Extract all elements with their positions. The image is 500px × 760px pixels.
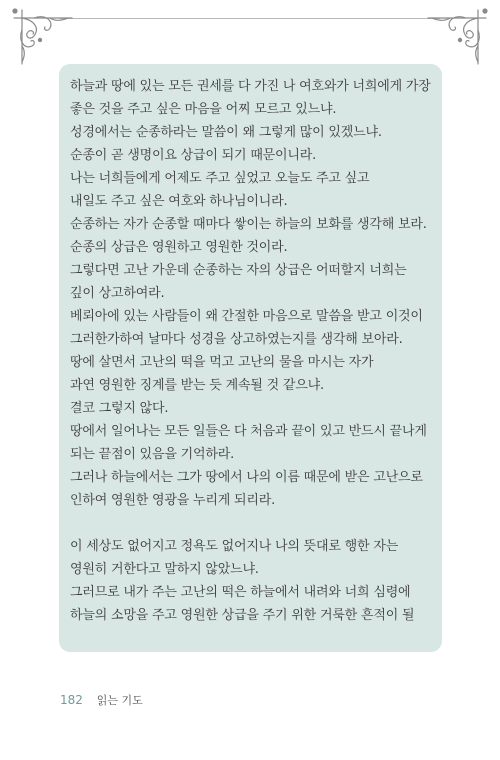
body-line: 깊이 상고하여라. <box>70 286 165 301</box>
body-line: 내일도 주고 싶은 여호와 하나님이니라. <box>70 194 288 209</box>
body-line: 그러한가하여 날마다 성경을 상고하였는지를 생각해 보아라. <box>70 332 403 347</box>
body-line: 그러나 하늘에서는 그가 땅에서 나의 이름 때문에 받은 고난으로 <box>70 470 423 485</box>
body-line: 결코 그렇지 않다. <box>70 401 169 416</box>
body-line: 하늘의 소망을 주고 영원한 상급을 주기 위한 거룩한 흔적이 될 <box>70 608 415 623</box>
scripture-text-box <box>59 64 442 652</box>
body-line: 과연 영원한 징계를 받는 듯 계속될 것 같으냐. <box>70 378 324 393</box>
body-line: 땅에 살면서 고난의 떡을 먹고 고난의 물을 마시는 자가 <box>70 355 374 370</box>
chapter-title: 읽는 기도 <box>96 694 143 707</box>
body-line: 나는 너희들에게 어제도 주고 싶었고 오늘도 주고 싶고 <box>70 171 370 186</box>
body-line: 베뢰아에 있는 사람들이 왜 간절한 마음으로 말씀을 받고 이것이 <box>70 309 423 324</box>
body-line: 하늘과 땅에 있는 모든 권세를 다 가진 나 여호와가 너희에게 가장 <box>70 79 431 94</box>
flourish-ornament-icon <box>10 6 76 66</box>
body-line: 성경에서는 순종하라는 말씀이 왜 그렇게 많이 있겠느냐. <box>70 125 382 140</box>
flourish-ornament-icon <box>424 6 490 66</box>
page-footer <box>60 692 143 708</box>
body-line: 그렇다면 고난 가운데 순종하는 자의 상급은 어떠할지 너희는 <box>70 263 407 278</box>
top-border-rule <box>60 18 440 19</box>
body-line: 인하여 영원한 영광을 누리게 되리라. <box>70 493 276 508</box>
body-line: 땅에서 일어나는 모든 일들은 다 처음과 끝이 있고 반드시 끝나게 <box>70 424 427 439</box>
body-line: 이 세상도 없어지고 정욕도 없어지나 나의 뜻대로 행한 자는 <box>70 539 399 554</box>
page-number: 182 <box>60 693 83 707</box>
body-line: 영원히 거한다고 말하지 않았느냐. <box>70 562 259 577</box>
body-line: 순종하는 자가 순종할 때마다 쌓이는 하늘의 보화를 생각해 보라. <box>70 217 427 232</box>
body-line: 되는 끝점이 있음을 기억하라. <box>70 447 235 462</box>
body-line: 좋은 것을 주고 싶은 마음을 어찌 모르고 있느냐. <box>70 102 337 117</box>
paragraph-break <box>70 512 432 535</box>
body-line: 순종의 상급은 영원하고 영원한 것이라. <box>70 240 288 255</box>
body-line: 순종이 곧 생명이요 상급이 되기 때문이니라. <box>70 148 317 163</box>
body-line: 그러므로 내가 주는 고난의 떡은 하늘에서 내려와 너희 심령에 <box>70 585 411 600</box>
